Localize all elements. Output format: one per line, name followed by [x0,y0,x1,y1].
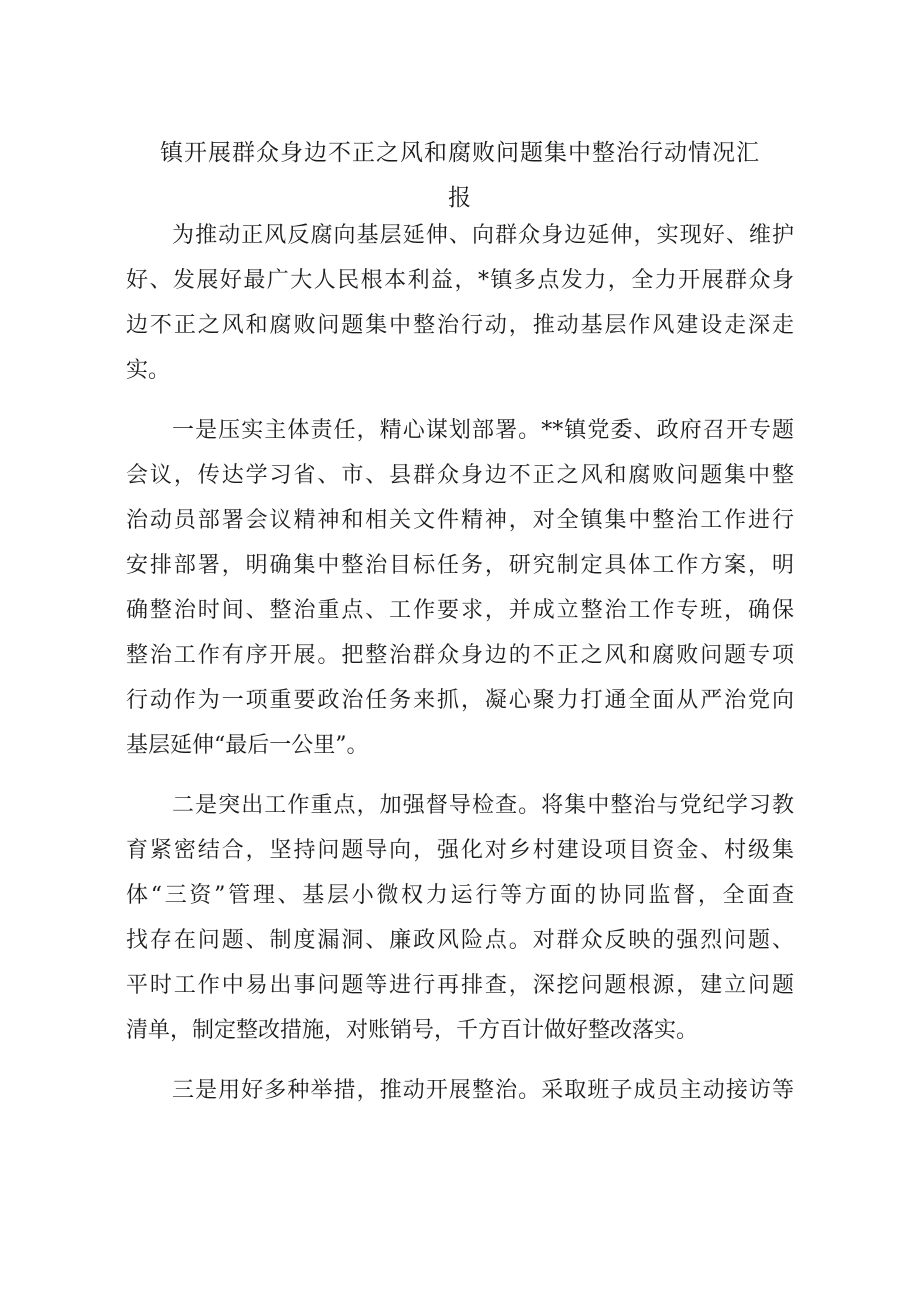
document-title-line-2: 报 [448,185,472,211]
paragraph-1-line: 边不正之风和腐败问题集中整治行动，推动基层作风建设走深走 [126,313,794,338]
paragraph-2-line: 安排部署，明确集中整治目标任务，研究制定具体工作方案，明 [126,553,794,578]
paragraph-2-line: 整治工作有序开展。把整治群众身边的不正之风和腐败问题专项 [126,643,794,668]
paragraph-3-line: 二是突出工作重点，加强督导检查。将集中整治与党纪学习教 [172,793,794,818]
paragraph-1-line: 实。 [126,358,171,383]
paragraph-2-line: 确整治时间、整治重点、工作要求，并成立整治工作专班，确保 [126,598,794,623]
paragraph-1-line: 为推动正风反腐向基层延伸、向群众身边延伸，实现好、维护 [172,223,794,248]
paragraph-3-line: 体“三资”管理、基层小微权力运行等方面的协同监督，全面查 [126,883,794,908]
paragraph-3-line: 平时工作中易出事问题等进行再排查，深挖问题根源，建立问题 [126,973,794,998]
paragraph-2-line: 行动作为一项重要政治任务来抓，凝心聚力打通全面从严治党向 [126,688,794,713]
paragraph-2-line: 一是压实主体责任，精心谋划部署。**镇党委、政府召开专题 [172,418,794,443]
paragraph-1-line: 好、发展好最广大人民根本利益，*镇多点发力，全力开展群众身 [126,268,794,293]
paragraph-2-line: 治动员部署会议精神和相关文件精神，对全镇集中整治工作进行 [126,508,794,533]
paragraph-3-line: 清单，制定整改措施，对账销号，千方百计做好整改落实。 [126,1018,699,1043]
paragraph-3-line: 找存在问题、制度漏洞、廉政风险点。对群众反映的强烈问题、 [126,928,794,953]
paragraph-4-line: 三是用好多种举措，推动开展整治。采取班子成员主动接访等 [172,1078,794,1103]
document-title-line-1: 镇开展群众身边不正之风和腐败问题集中整治行动情况汇 [160,140,760,166]
paragraph-2-line: 会议，传达学习省、市、县群众身边不正之风和腐败问题集中整 [126,463,794,488]
paragraph-3-line: 育紧密结合，坚持问题导向，强化对乡村建设项目资金、村级集 [126,838,794,863]
paragraph-2-line: 基层延伸“最后一公里”。 [126,733,369,758]
